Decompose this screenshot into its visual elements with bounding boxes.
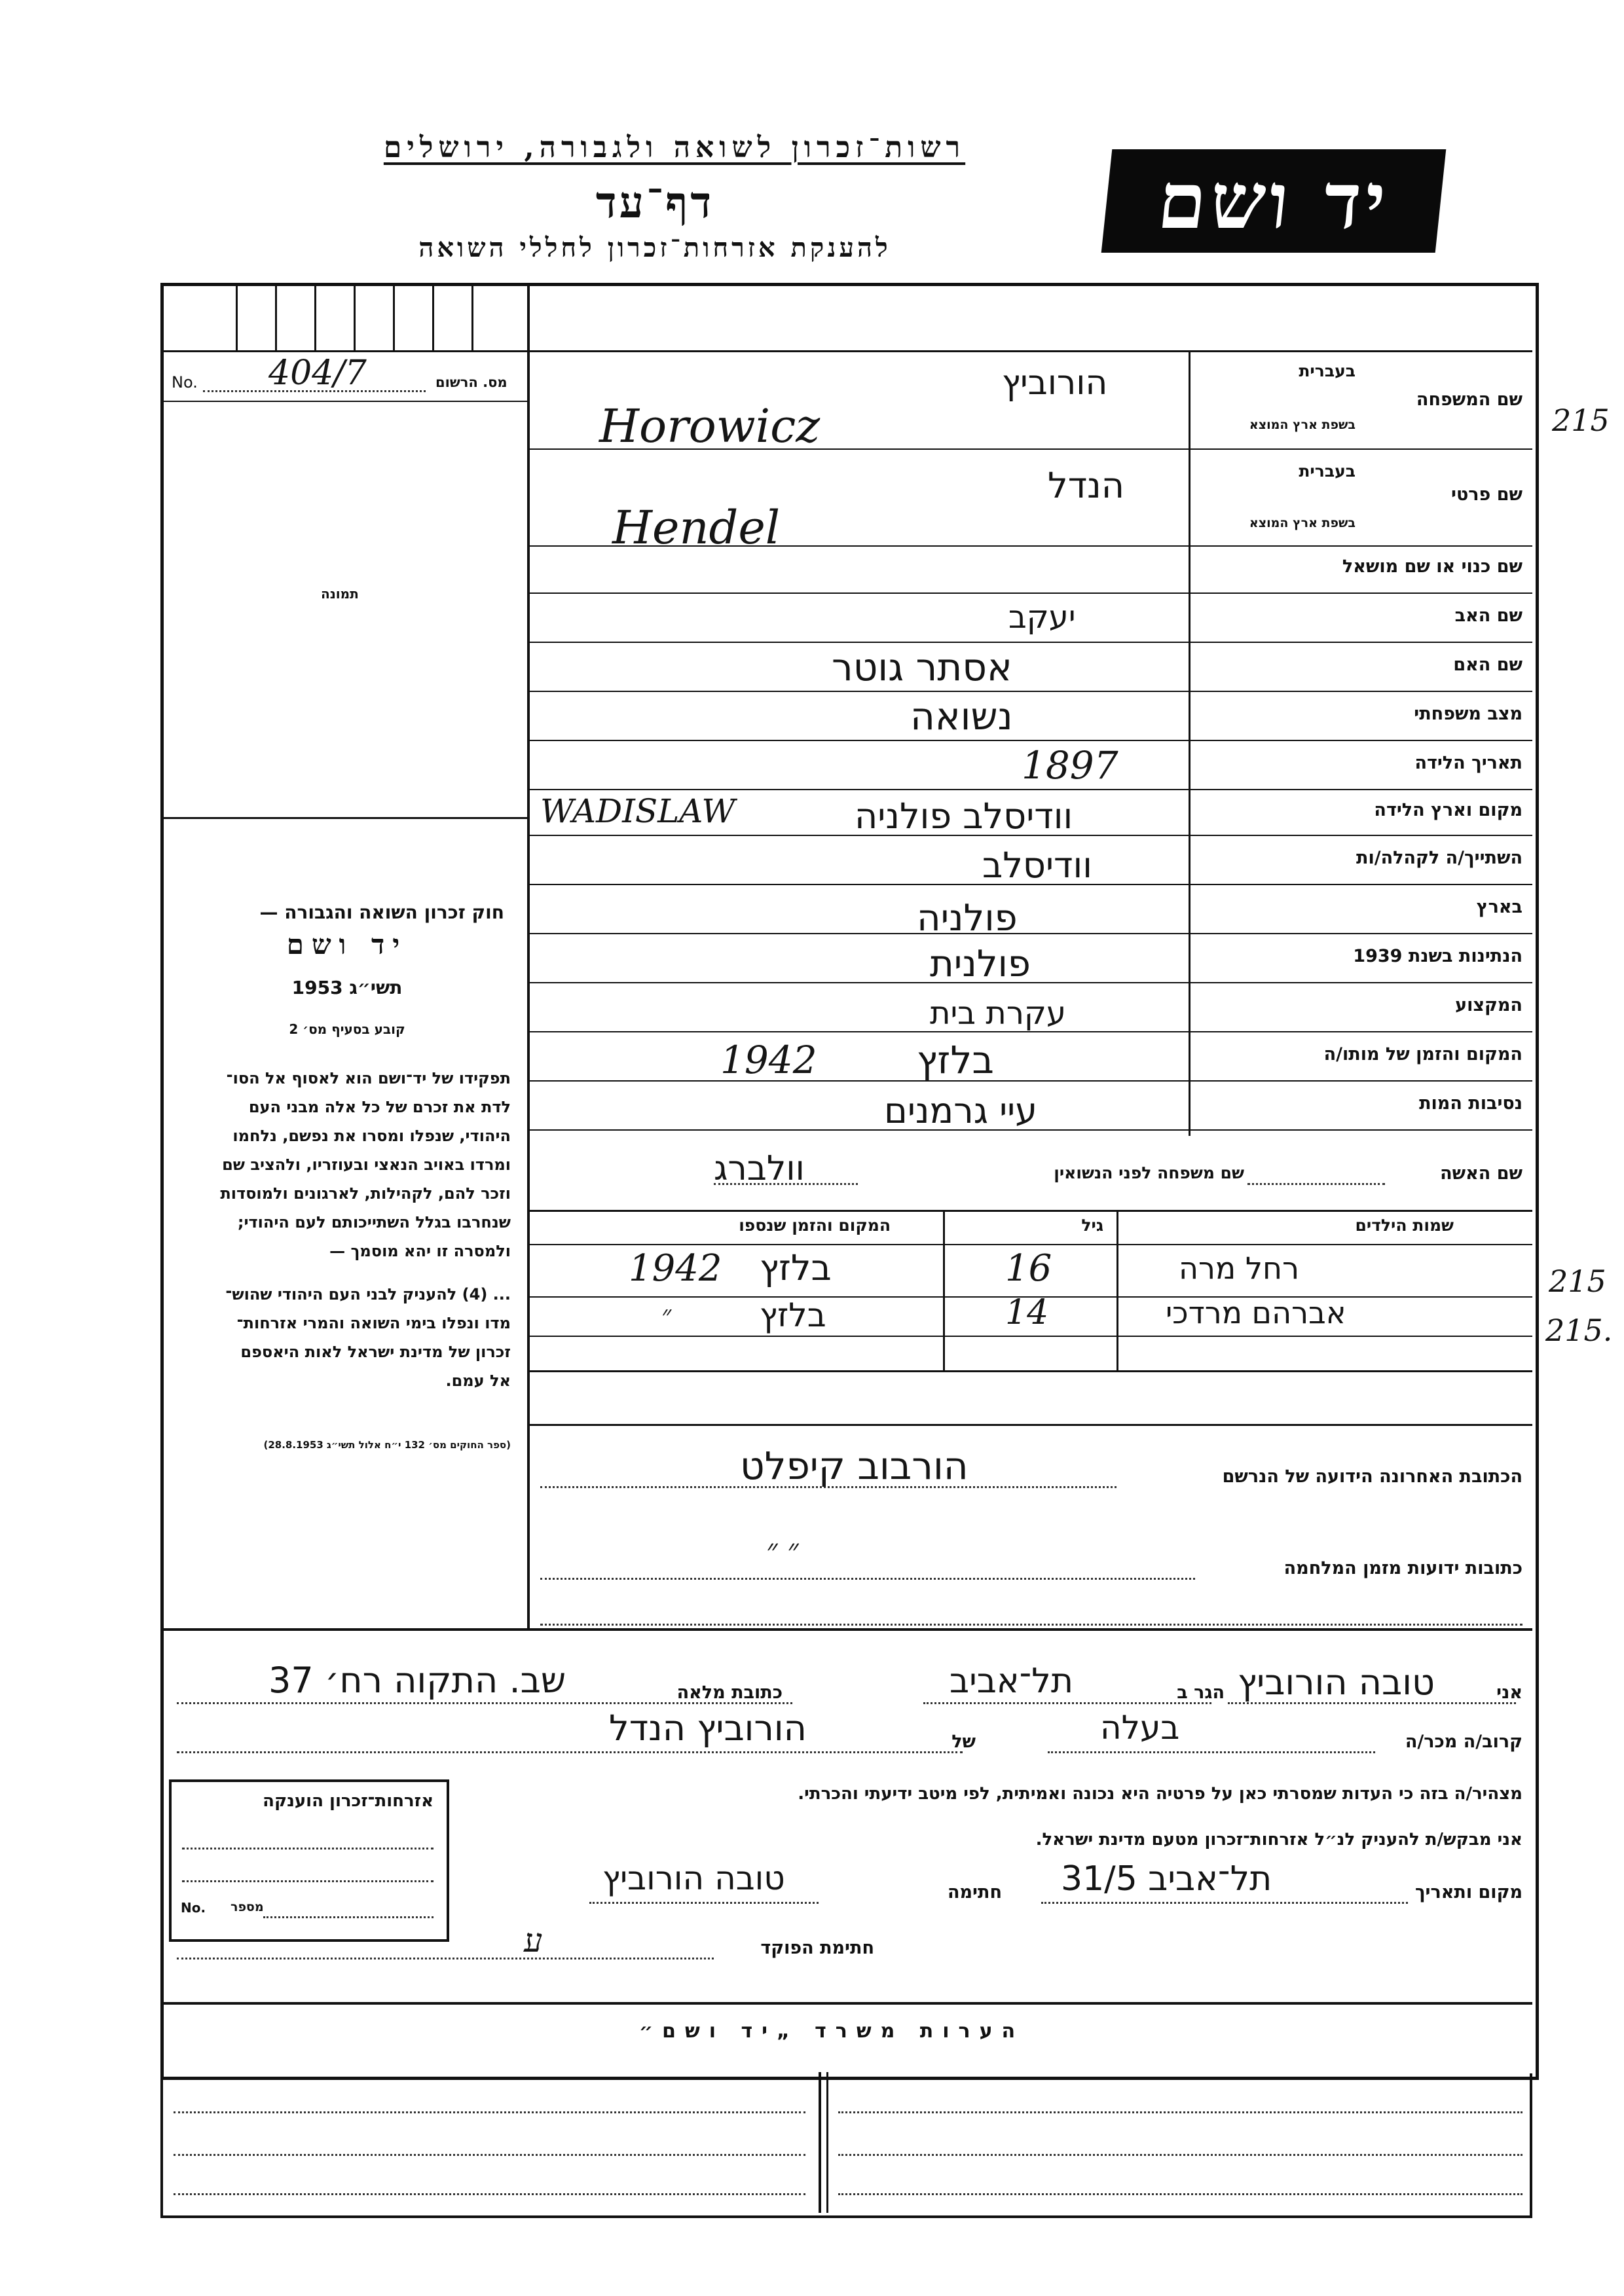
- full-address-label: כתובת מלאה: [676, 1683, 783, 1703]
- place-date-value: תל־אביב 31/5: [1061, 1859, 1272, 1899]
- declarant-label: אני: [1496, 1683, 1522, 1703]
- firstname-hebrew-label: בעברית: [1299, 462, 1356, 481]
- of-label: של: [951, 1732, 976, 1752]
- registry-no-label: No.: [172, 373, 198, 392]
- form-title: דף־עד: [595, 177, 714, 228]
- full-address-value: שב. התקוה רח׳ 37: [268, 1660, 566, 1701]
- child-1-year: 1942: [629, 1247, 722, 1290]
- father-value: יעקב: [1008, 599, 1076, 636]
- children-col-age: גיל: [1081, 1216, 1103, 1235]
- signature-label: חתימה: [947, 1882, 1002, 1903]
- law-title: חוק זכרון השואה והגבורה —: [259, 902, 504, 923]
- resides-label: הגר ב: [1177, 1683, 1225, 1703]
- children-col-names: שמות הילדים: [1355, 1216, 1454, 1235]
- surname-hebrew-label: בעברית: [1299, 361, 1356, 380]
- margin-note-3: 215.: [1545, 1313, 1613, 1348]
- law-line-2: לדת את זכרם של כל אלה מבני העם: [248, 1098, 511, 1116]
- registry-no-label-he: מס. הרשום: [435, 374, 507, 390]
- child-2-place: בלזץ: [760, 1296, 826, 1334]
- mother-value: אסתר גוטר: [832, 645, 1012, 689]
- of-value: הורוביץ הנדל: [609, 1707, 807, 1749]
- law-line-11: אל עמם.: [445, 1372, 511, 1390]
- surname-native-value: Horowicz: [599, 399, 821, 453]
- child-1-place: בלזץ: [760, 1247, 832, 1288]
- statement-2: אני מבקש/ת להעניק לנ״ל אזרחות־זכרון מטעם מדינת ישראל.: [1035, 1830, 1522, 1850]
- law-line-9: מדו ונפלו בימי השואה והמרי אזרחות־: [236, 1314, 511, 1332]
- law-line-4: ומרדו באויב הנאצי ובעוזריו, ולהציב שם: [222, 1156, 511, 1174]
- law-clause: קובע בסעיף מס׳ 2: [289, 1021, 405, 1037]
- child-2-name: אברהם מרדכי: [1166, 1295, 1346, 1330]
- war-address-label: כתובות ידועות מזמן המלחמה: [1283, 1558, 1522, 1578]
- firstname-he-value: הנדל: [1048, 465, 1125, 506]
- officer-signature-mark: ע: [524, 1922, 543, 1959]
- office-notes-title: הערות משרד „יד ושם״: [638, 2020, 1025, 2043]
- country-value: פולניה: [917, 897, 1018, 939]
- firstname-native-label: בשפת ארץ המוצא: [1249, 516, 1356, 530]
- profession-value: עקרת בית: [930, 995, 1067, 1032]
- law-year: תשי״ג 1953: [291, 977, 403, 998]
- wife-label: שם האשה: [1440, 1163, 1522, 1184]
- maiden-label: שם משפחה לפני הנשואין: [1054, 1163, 1244, 1182]
- law-line-8: ... (4) להעניק לבני העם היהודי שהוש־: [225, 1285, 511, 1303]
- profession-label: המקצוע: [1455, 995, 1522, 1015]
- country-label: בארץ: [1476, 897, 1522, 917]
- child-2-age: 14: [1005, 1293, 1049, 1332]
- law-line-7: ולמסרה זו יהא מוסמך —: [329, 1242, 511, 1260]
- declarant-value: טובה הורוביץ: [1238, 1662, 1435, 1703]
- cause-value: עיי גרמנים: [884, 1090, 1038, 1131]
- father-label: שם האב: [1454, 606, 1522, 626]
- law-line-5: וזכר להם, לקהילות, לארגונים ולמוסדות: [220, 1184, 511, 1203]
- birthplace-latin-value: WADISLAW: [540, 792, 735, 830]
- citizenship-box-no-he: מספר: [231, 1900, 264, 1914]
- child-2-year: ״: [661, 1300, 672, 1330]
- surname-he-value: הורוביץ: [1002, 363, 1108, 403]
- officer-signature-label: חתימת הפוקד: [760, 1938, 874, 1958]
- firstname-label: שם פרטי: [1451, 484, 1522, 505]
- death-label: המקום והזמן של מותו/ה: [1323, 1044, 1522, 1065]
- children-col-place: המקום והזמן שנספו: [739, 1216, 891, 1235]
- relation-value: בעלה: [1100, 1709, 1180, 1747]
- birthplace-value: וודיסלב פולניה: [855, 795, 1073, 837]
- law-line-10: זכרון של מדינת ישראל לאות היאספם: [240, 1343, 511, 1361]
- photo-label: תמונה: [321, 586, 359, 602]
- law-line-3: היהודי, שנפלו ומסרו את נפשם, נלחמו: [232, 1127, 511, 1145]
- law-line-6: שנחרבו בגלל השתייכותם לעם היהודי;: [237, 1213, 511, 1231]
- authority-title: רשות־זכרון לשואה ולגבורה, ירושלים: [383, 131, 966, 164]
- resides-value: תל־אביב: [950, 1662, 1074, 1701]
- community-label: השתייך/ה לקהלה/ות: [1356, 848, 1522, 868]
- last-address-value: הורבוב קיפלט: [740, 1444, 969, 1488]
- death-place-value: בלזץ: [917, 1038, 994, 1082]
- citizenship-box-title: אזרחות־זכרון הוענקה: [263, 1791, 434, 1811]
- margin-note-2: 215: [1549, 1264, 1606, 1299]
- logo-text: יד ושם: [1153, 155, 1394, 246]
- registry-no-value: 404/7: [268, 354, 367, 393]
- signature-value: טובה הורוביץ: [602, 1859, 785, 1897]
- law-line-1: תפקידו של יד־ושם הוא לאסוף אל הסו־: [226, 1069, 511, 1087]
- surname-label: שם המשפחה: [1416, 390, 1522, 410]
- citizenship-value: פולנית: [930, 943, 1031, 985]
- birthdate-value: 1897: [1022, 743, 1118, 788]
- birthdate-label: תאריך הלידה: [1414, 753, 1522, 773]
- law-source: (ספר החוקים מס׳ 132 י״ח אלול תשי״ג 28.8.1953): [263, 1439, 511, 1451]
- maiden-value: וולברג: [714, 1149, 805, 1188]
- community-value: וודיסלב: [982, 845, 1092, 886]
- citizenship-label: הנתינות בשנת 1939: [1353, 946, 1522, 966]
- citizenship-box-no-en: No.: [181, 1900, 206, 1916]
- cause-label: נסיבות המות: [1419, 1093, 1522, 1114]
- marital-value: נשואה: [910, 694, 1013, 738]
- child-1-age: 16: [1005, 1247, 1052, 1290]
- relation-label: קרוב/ה מכר/ה: [1405, 1732, 1522, 1752]
- place-date-label: מקום ותאריך: [1414, 1882, 1522, 1903]
- death-year-value: 1942: [720, 1038, 817, 1082]
- last-address-label: הכתובת האחרונה הידועה של הנרשם: [1222, 1467, 1522, 1487]
- form-subtitle: להענקת אזרחות־זכרון לחללי השואה: [418, 232, 891, 263]
- margin-note-1: 215: [1552, 403, 1610, 438]
- law-name: יד ושם: [286, 928, 408, 960]
- firstname-native-value: Hendel: [612, 501, 781, 555]
- birthplace-label: מקום וארץ הלידה: [1374, 800, 1522, 820]
- war-address-value: ״ ״: [766, 1532, 799, 1567]
- marital-label: מצב משפחתי: [1414, 704, 1522, 724]
- child-1-name: רחל מרה: [1179, 1250, 1300, 1286]
- citizenship-box: [169, 1779, 449, 1942]
- nickname-label: שם כנוי או שם מושאל: [1342, 556, 1522, 577]
- surname-native-label: בשפת ארץ המוצא: [1249, 418, 1356, 432]
- statement-1: מצהיר/ה בזה כי העדות שמסרתי כאן על פרטיה היא נכונה ואמיתית, לפי מיטב ידיעתי והכרתי.: [798, 1784, 1522, 1804]
- mother-label: שם האם: [1453, 655, 1522, 675]
- yad-vashem-logo: [1101, 149, 1447, 253]
